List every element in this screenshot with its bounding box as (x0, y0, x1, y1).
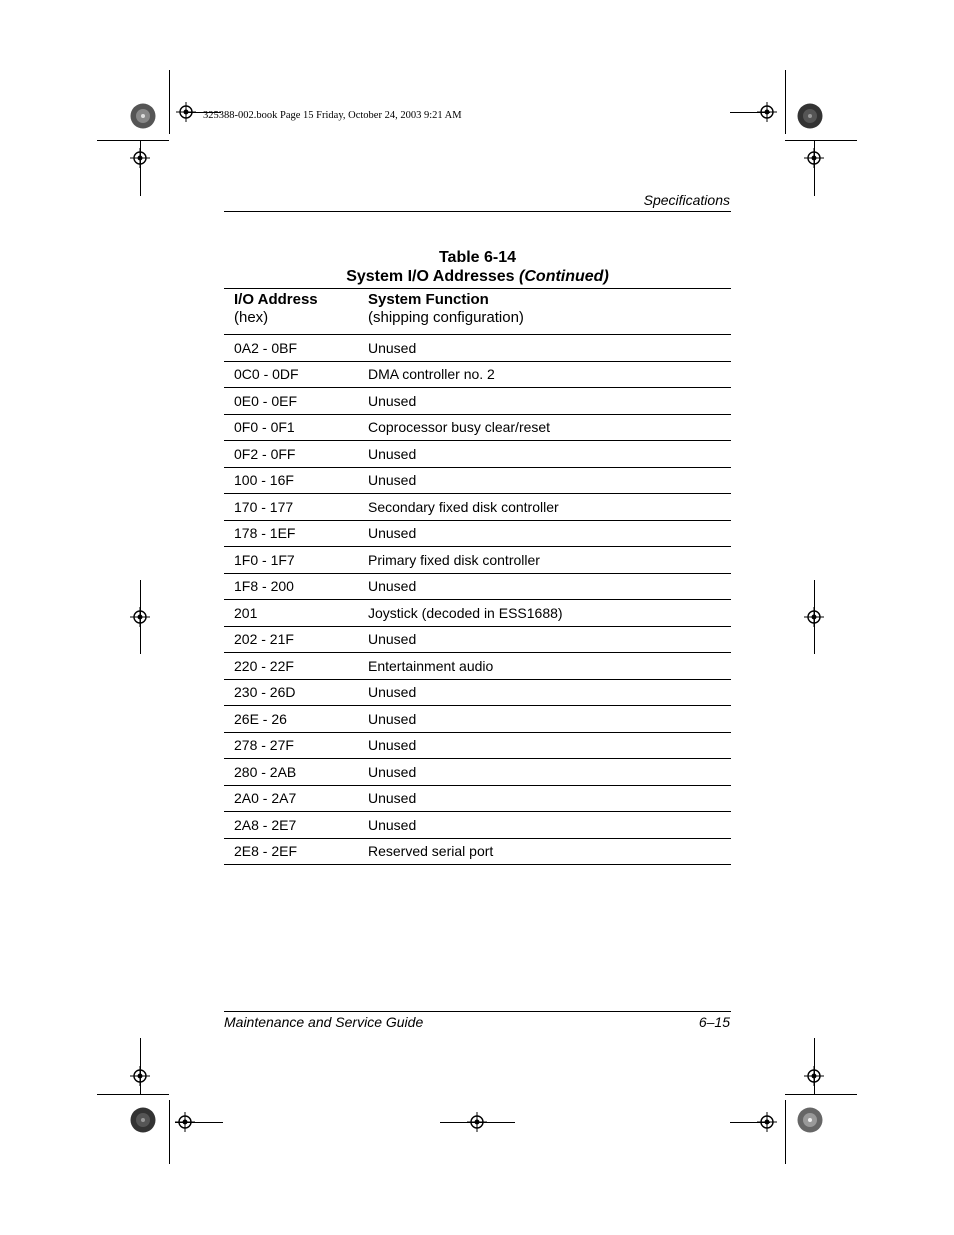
system-function-cell: Coprocessor busy clear/reset (358, 414, 731, 441)
io-address-cell: 1F8 - 200 (224, 573, 358, 600)
column-header-system-function (358, 289, 731, 335)
table-row (224, 494, 731, 521)
starburst-disc-icon (130, 1107, 156, 1133)
footer-page-number: 6–15 (698, 1014, 730, 1030)
io-address-cell: 26E - 26 (224, 706, 358, 733)
table-row (224, 706, 731, 733)
table-row (224, 732, 731, 759)
registration-target-icon (757, 102, 777, 122)
table-row (224, 388, 731, 415)
table-row (224, 600, 731, 627)
registration-target-icon (804, 148, 824, 168)
registration-target-icon (804, 607, 824, 627)
table-number: Table 6-14 (438, 249, 517, 266)
table-title (224, 248, 731, 286)
column-header-label: System Function (368, 291, 489, 308)
io-address-cell: 100 - 16F (224, 467, 358, 494)
io-address-cell: 201 (224, 600, 358, 627)
table-row (224, 414, 731, 441)
table-row (224, 361, 731, 388)
system-function-cell: Unused (358, 573, 731, 600)
system-function-cell: Joystick (decoded in ESS1688) (358, 600, 731, 627)
io-address-cell: 278 - 27F (224, 732, 358, 759)
system-function-cell: Secondary fixed disk controller (358, 494, 731, 521)
io-address-cell: 2A8 - 2E7 (224, 812, 358, 839)
footer-rule (224, 1011, 731, 1012)
io-address-cell: 280 - 2AB (224, 759, 358, 786)
column-header-sublabel: (shipping configuration) (368, 309, 524, 326)
system-function-cell: Unused (358, 467, 731, 494)
system-function-cell: Unused (358, 706, 731, 733)
starburst-disc-icon (797, 103, 823, 129)
table-body (224, 335, 731, 865)
io-address-cell: 0F0 - 0F1 (224, 414, 358, 441)
table-row (224, 679, 731, 706)
system-function-cell: Unused (358, 626, 731, 653)
starburst-disc-icon (130, 103, 156, 129)
table-caption (224, 267, 731, 286)
table-row (224, 335, 731, 362)
column-header-sublabel: (hex) (234, 309, 269, 326)
io-address-cell: 0A2 - 0BF (224, 335, 358, 362)
starburst-disc-icon (797, 1107, 823, 1133)
system-function-cell: Unused (358, 759, 731, 786)
table-header (224, 289, 731, 335)
system-function-cell: Unused (358, 335, 731, 362)
system-function-cell: Unused (358, 388, 731, 415)
table-row (224, 573, 731, 600)
table-row (224, 812, 731, 839)
header-rule (224, 211, 731, 212)
io-address-cell: 220 - 22F (224, 653, 358, 680)
io-address-cell: 202 - 21F (224, 626, 358, 653)
table-header-row (224, 289, 731, 335)
table-row (224, 785, 731, 812)
system-function-cell: Reserved serial port (358, 838, 731, 865)
registration-target-icon (757, 1112, 777, 1132)
column-header-io-address (224, 289, 358, 335)
system-function-cell: Unused (358, 812, 731, 839)
table-row (224, 653, 731, 680)
io-address-cell: 0C0 - 0DF (224, 361, 358, 388)
io-address-cell: 170 - 177 (224, 494, 358, 521)
system-function-cell: Unused (358, 732, 731, 759)
io-address-cell: 178 - 1EF (224, 520, 358, 547)
registration-target-icon (804, 1066, 824, 1086)
registration-target-icon (175, 1112, 195, 1132)
footer-guide-title: Maintenance and Service Guide (224, 1014, 424, 1030)
io-address-cell: 230 - 26D (224, 679, 358, 706)
system-function-cell: Unused (358, 520, 731, 547)
io-address-cell: 2A0 - 2A7 (224, 785, 358, 812)
registration-target-icon (130, 607, 150, 627)
system-function-cell: Unused (358, 785, 731, 812)
io-address-table (224, 288, 731, 865)
io-address-cell: 2E8 - 2EF (224, 838, 358, 865)
table-row (224, 759, 731, 786)
io-address-cell: 0E0 - 0EF (224, 388, 358, 415)
system-function-cell: Primary fixed disk controller (358, 547, 731, 574)
table-caption-continued: (Continued) (519, 268, 609, 285)
registration-target-icon (467, 1112, 487, 1132)
registration-target-icon (130, 148, 150, 168)
registration-target-icon (130, 1066, 150, 1086)
registration-target-icon (176, 102, 196, 122)
io-address-cell: 1F0 - 1F7 (224, 547, 358, 574)
running-header: Specifications (643, 192, 730, 208)
system-function-cell: Unused (358, 441, 731, 468)
table-row (224, 520, 731, 547)
book-info-slug: 325388-002.book Page 15 Friday, October 24, 2003 9:21 AM (203, 110, 462, 121)
table-row (224, 441, 731, 468)
table-row (224, 467, 731, 494)
io-address-cell: 0F2 - 0FF (224, 441, 358, 468)
system-function-cell: DMA controller no. 2 (358, 361, 731, 388)
table-row (224, 547, 731, 574)
table-row (224, 626, 731, 653)
system-function-cell: Unused (358, 679, 731, 706)
column-header-label: I/O Address (234, 291, 318, 308)
system-function-cell: Entertainment audio (358, 653, 731, 680)
table-caption-main: System I/O Addresses (346, 268, 515, 285)
table-row (224, 838, 731, 865)
